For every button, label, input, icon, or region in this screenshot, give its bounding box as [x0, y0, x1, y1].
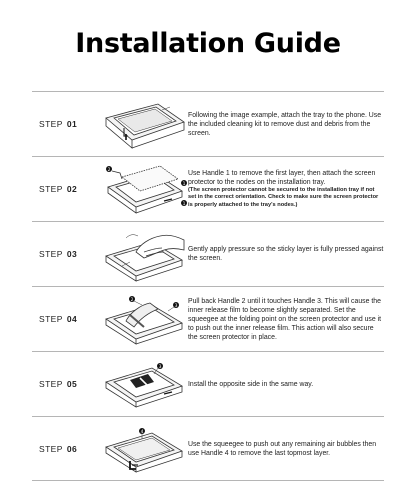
step-text: Gently apply pressure so the sticky layer is fully pressed against the screen. — [188, 246, 384, 262]
step-label — [39, 222, 77, 286]
squeegee-push-icon — [100, 291, 190, 348]
step-row — [32, 91, 384, 156]
marker-label: 2 — [130, 297, 134, 303]
marker-label: 2 — [107, 167, 111, 173]
remove-top-layer-icon — [100, 421, 190, 478]
step-number: 04 — [66, 314, 78, 324]
marker-label: 1 — [182, 201, 186, 207]
step-number: 06 — [66, 443, 78, 454]
step-row — [32, 286, 384, 351]
step-word: STEP — [39, 443, 63, 454]
step-note: (The screen protector cannot be secured to the installation tray if not set in the correct orientation. Check to make sure the screen protector is properly attached to the tray's nodes.) — [188, 186, 379, 208]
step-description — [188, 417, 384, 480]
step-row — [32, 351, 384, 416]
step-number: 03 — [66, 249, 78, 259]
hand-press-icon — [100, 226, 190, 283]
step-text: Following the image example, attach the tray to the phone. Use the included cleaning kit to remove dust and debris from the screen. — [188, 111, 382, 137]
opposite-side-install-icon — [100, 356, 190, 413]
step-row — [32, 221, 384, 286]
step-label — [39, 157, 77, 221]
step-word: STEP — [39, 249, 63, 259]
step-text: Use Handle 1 to remove the first layer, then attach the screen protector to the nodes on the installation tray. — [188, 169, 376, 186]
page-title: Installation Guide — [75, 28, 341, 59]
step-text: Use the squeegee to push out any remaining air bubbles then use Handle 4 to remove the last topmost layer. — [188, 440, 377, 457]
steps-list — [32, 91, 384, 481]
step-row — [32, 156, 384, 221]
step-number: 05 — [66, 379, 78, 389]
step-label — [39, 287, 77, 351]
step-word: STEP — [39, 379, 63, 389]
tray-phone-attach-icon — [100, 96, 190, 153]
marker-label: 4 — [140, 429, 144, 435]
step-row — [32, 416, 384, 481]
marker-label: 1 — [182, 181, 186, 187]
step-text: Install the opposite side in the same way. — [188, 380, 314, 388]
step-label — [39, 92, 77, 156]
step-label — [39, 417, 77, 480]
step-description — [188, 222, 384, 286]
step-number: 01 — [66, 119, 78, 129]
step-description — [188, 157, 384, 221]
marker-label: 3 — [174, 303, 178, 309]
step-description — [188, 287, 384, 351]
marker-label: 3 — [158, 364, 162, 370]
step-word: STEP — [39, 184, 63, 194]
step-description — [188, 92, 384, 156]
step-number: 02 — [66, 184, 78, 194]
tray-handle-nodes-icon — [100, 161, 190, 218]
step-word: STEP — [39, 314, 63, 324]
step-text: Pull back Handle 2 until it touches Handle 3. This will cause the inner release film to become slightly separated. Set the squeegee at the folding point on the screen protector and use it to push out the inner release film. This action will also secure the screen protector in place. — [188, 297, 382, 341]
step-label — [39, 352, 77, 416]
step-description — [188, 352, 384, 416]
step-word: STEP — [39, 119, 63, 129]
